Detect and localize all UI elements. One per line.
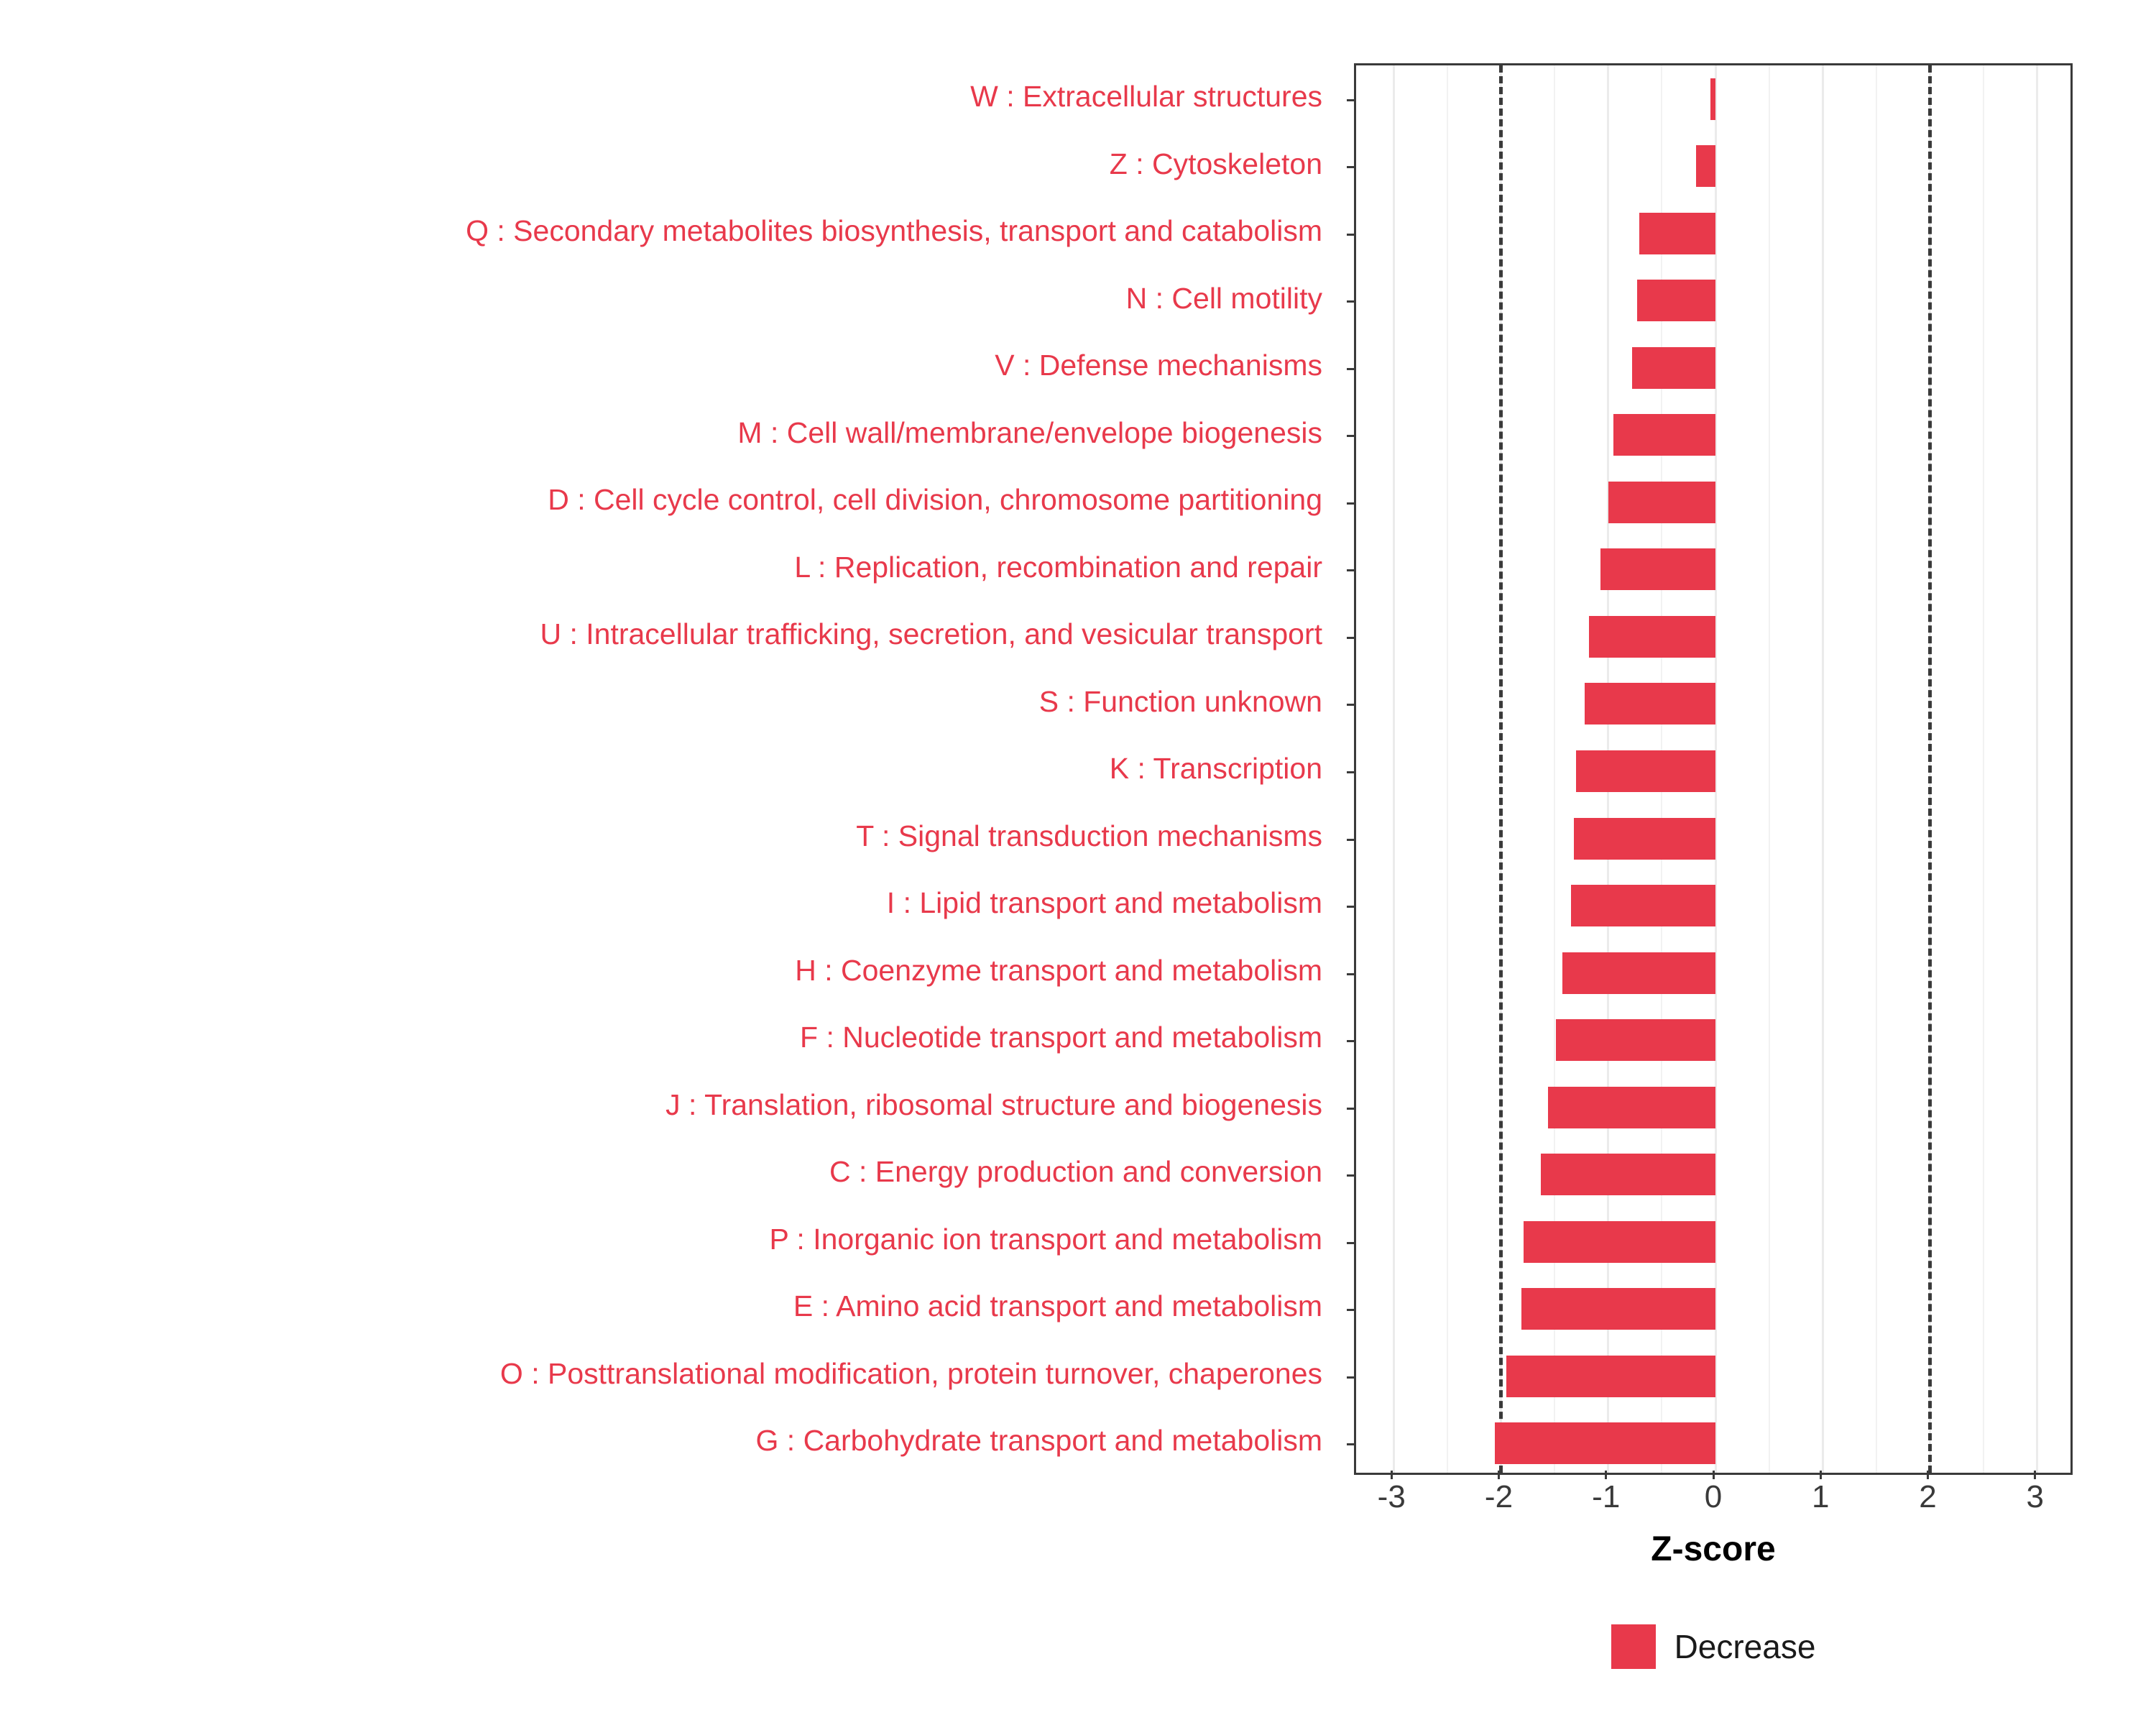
bar <box>1589 616 1715 658</box>
category-axis-labels <box>0 63 1338 1475</box>
bar <box>1495 1422 1715 1464</box>
category-tick <box>1347 1242 1356 1244</box>
x-axis-tick-label: -2 <box>1484 1479 1514 1514</box>
bar <box>1600 548 1715 590</box>
x-axis-title: Z-score <box>1651 1530 1776 1568</box>
category-tick <box>1347 234 1356 236</box>
category-label: G : Carbohydrate transport and metabolism <box>755 1424 1322 1458</box>
x-axis-tick <box>1927 1471 1929 1479</box>
category-label: Q : Secondary metabolites biosynthesis, transport and catabolism <box>466 214 1322 248</box>
plot-panel <box>1354 63 2073 1475</box>
bar <box>1637 280 1715 321</box>
x-axis-tick <box>1498 1471 1500 1479</box>
x-axis-tick <box>1391 1471 1393 1479</box>
bar <box>1576 750 1715 792</box>
bar <box>1639 213 1715 254</box>
legend-swatch-decrease <box>1611 1624 1656 1669</box>
category-label: V : Defense mechanisms <box>995 349 1322 382</box>
category-tick <box>1347 1443 1356 1445</box>
bar <box>1696 145 1715 187</box>
category-label: H : Coenzyme transport and metabolism <box>795 953 1322 987</box>
chart-legend <box>1354 1624 2073 1669</box>
bar <box>1632 347 1715 389</box>
category-label: I : Lipid transport and metabolism <box>886 886 1322 920</box>
category-label: F : Nucleotide transport and metabolism <box>800 1021 1322 1054</box>
bar <box>1585 683 1715 724</box>
category-tick <box>1347 99 1356 101</box>
category-label: J : Translation, ribosomal structure and biogenesis <box>665 1087 1322 1121</box>
x-axis-tick-labels <box>1354 1479 2073 1522</box>
category-label: U : Intracellular trafficking, secretion, and vesicular transport <box>540 617 1322 651</box>
category-tick <box>1347 1040 1356 1042</box>
x-axis-tick-label: 3 <box>2026 1479 2044 1514</box>
x-axis-tick-label: 0 <box>1704 1479 1723 1514</box>
category-tick <box>1347 300 1356 303</box>
x-axis-tick <box>1820 1471 1822 1479</box>
category-label: T : Signal transduction mechanisms <box>856 819 1322 852</box>
category-tick <box>1347 1108 1356 1110</box>
bar <box>1608 482 1715 523</box>
bar <box>1562 952 1715 994</box>
category-tick <box>1347 569 1356 571</box>
category-label: S : Function unknown <box>1038 684 1322 718</box>
bar <box>1541 1154 1715 1195</box>
bar-series <box>1356 65 2070 1473</box>
category-label: Z : Cytoskeleton <box>1109 147 1322 180</box>
category-label: L : Replication, recombination and repair <box>794 550 1322 584</box>
category-tick <box>1347 637 1356 639</box>
category-label: C : Energy production and conversion <box>829 1155 1322 1189</box>
category-tick <box>1347 1376 1356 1379</box>
category-label: O : Posttranslational modification, protein turnover, chaperones <box>499 1356 1322 1390</box>
bar <box>1506 1356 1715 1397</box>
bar <box>1524 1221 1715 1263</box>
category-label: K : Transcription <box>1109 752 1322 786</box>
legend-label-decrease: Decrease <box>1674 1628 1816 1665</box>
category-tick <box>1347 1174 1356 1177</box>
category-tick <box>1347 1309 1356 1311</box>
category-tick <box>1347 502 1356 505</box>
plot-panel-inner <box>1356 65 2070 1473</box>
category-tick <box>1347 973 1356 975</box>
bar <box>1574 818 1715 860</box>
category-tick <box>1347 771 1356 773</box>
category-label: M : Cell wall/membrane/envelope biogenesis <box>737 415 1322 449</box>
x-axis-tick <box>2034 1471 2036 1479</box>
category-label: E : Amino acid transport and metabolism <box>793 1289 1322 1323</box>
category-label: D : Cell cycle control, cell division, chromosome partitioning <box>548 483 1322 517</box>
category-label: P : Inorganic ion transport and metabolism <box>769 1222 1322 1256</box>
x-axis-tick <box>1713 1471 1715 1479</box>
bar <box>1710 78 1715 120</box>
category-label: W : Extracellular structures <box>970 80 1322 113</box>
bar <box>1548 1087 1715 1128</box>
bar <box>1521 1288 1715 1330</box>
x-axis-tick <box>1605 1471 1607 1479</box>
x-axis-tick-label: -3 <box>1377 1479 1406 1514</box>
bar <box>1556 1019 1715 1061</box>
category-tick <box>1347 906 1356 908</box>
bar <box>1571 885 1715 926</box>
x-axis-tick-label: 1 <box>1812 1479 1830 1514</box>
category-tick <box>1347 704 1356 706</box>
x-axis-tick-label: 2 <box>1919 1479 1937 1514</box>
category-tick <box>1347 839 1356 841</box>
category-tick <box>1347 368 1356 370</box>
category-tick <box>1347 435 1356 437</box>
x-axis-tick-label: -1 <box>1592 1479 1621 1514</box>
category-label: N : Cell motility <box>1125 281 1322 315</box>
category-tick <box>1347 166 1356 168</box>
bar <box>1613 414 1715 456</box>
